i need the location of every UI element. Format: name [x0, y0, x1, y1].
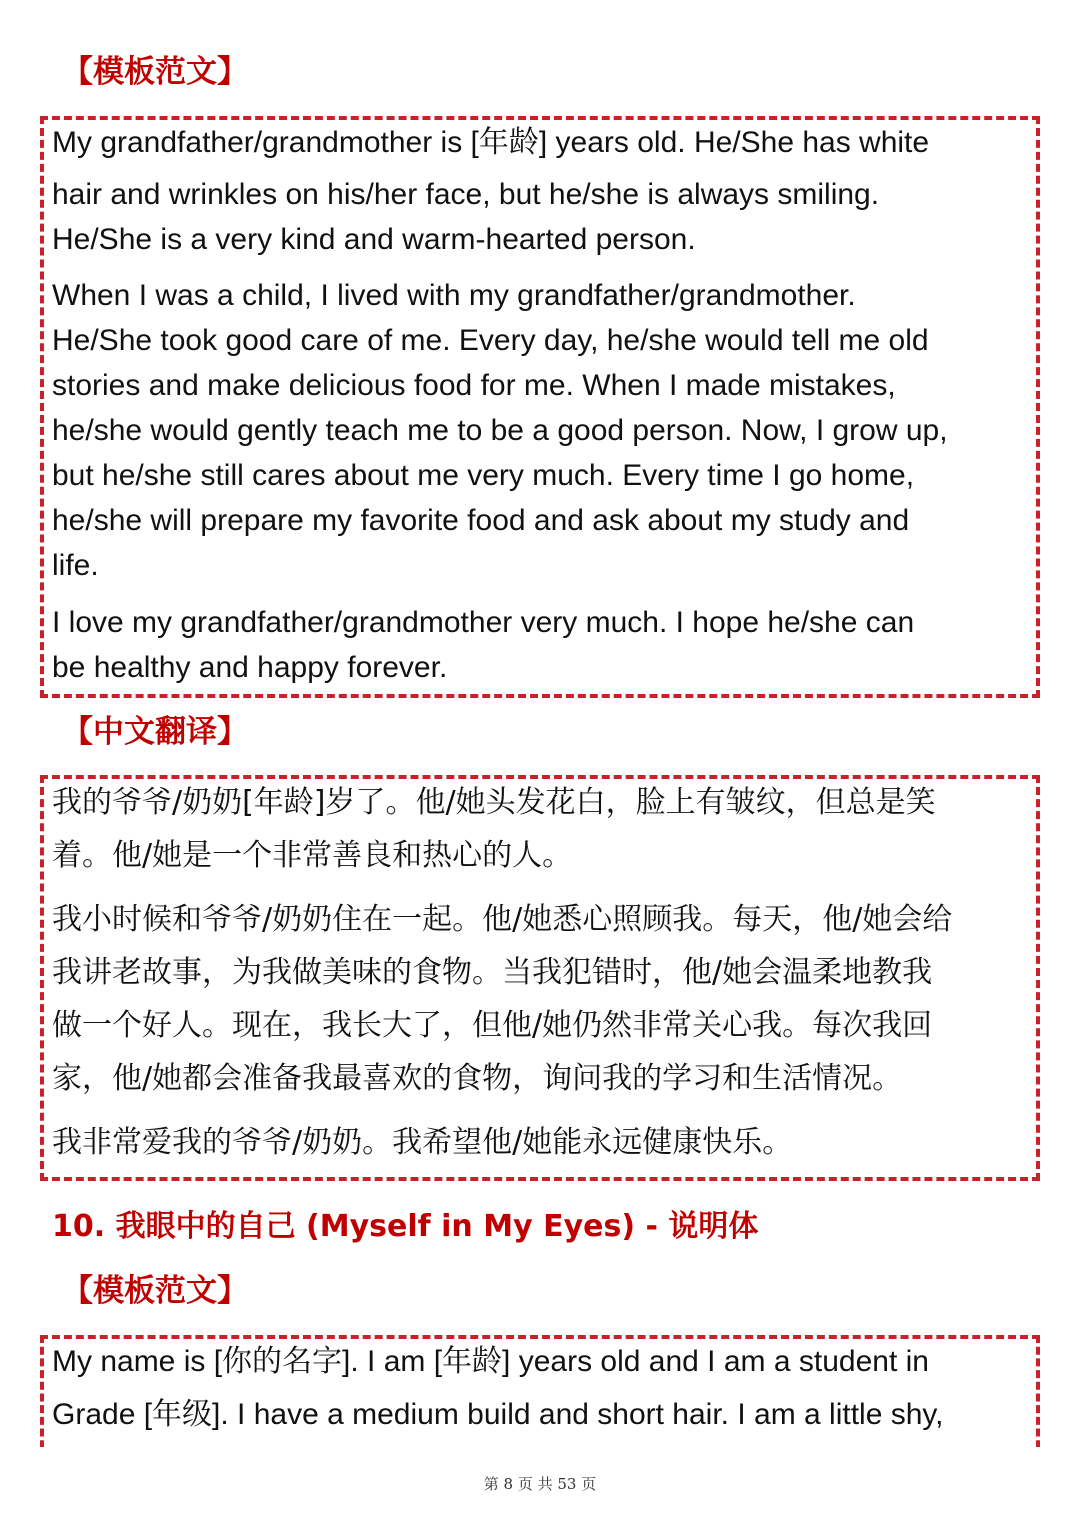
essay-paragraph-3 [52, 600, 1037, 690]
text-line: When I was a child, I lived with my grandfather/grandmother. [52, 279, 856, 312]
text-line: stories and make delicious food for me. When I made mistakes, [52, 369, 896, 402]
text-line: 我小时候和爷爷/奶奶住在一起。他/她悉心照顾我。每天，他/她会给 [52, 902, 953, 937]
essay-paragraph-1 [52, 1339, 1037, 1437]
text-line: 我讲老故事，为我做美味的食物。当我犯错时，他/她会温柔地教我 [52, 955, 933, 990]
template-heading: 【模板范文】 [62, 54, 248, 90]
essay-paragraph-1 [52, 120, 1037, 262]
text-line: 家，他/她都会准备我最喜欢的食物，询问我的学习和生活情况。 [52, 1061, 903, 1096]
text-line: but he/she still cares about me very much. Every time I go home, [52, 459, 915, 492]
text-line: He/She took good care of me. Every day, he/she would tell me old [52, 324, 929, 357]
template-heading-2: 【模板范文】 [62, 1273, 248, 1309]
page-number: 第 8 页 共 53 页 [483, 1475, 597, 1493]
translation-heading: 【中文翻译】 [62, 714, 248, 750]
text-line: I love my grandfather/grandmother very much. I hope he/she can [52, 606, 915, 639]
text-line: life. [52, 549, 99, 582]
text-line: he/she will prepare my favorite food and ask about my study and [52, 504, 910, 537]
text-line: 做一个好人。现在，我长大了，但他/她仍然非常关心我。每次我回 [52, 1008, 933, 1043]
text-line: My grandfather/grandmother is [年龄] years old. He/She has white [52, 126, 930, 159]
text-line: he/she would gently teach me to be a good person. Now, I grow up, [52, 414, 948, 447]
text-line: My name is [你的名字]. I am [年龄] years old and I am a student in [52, 1345, 929, 1378]
text-line: hair and wrinkles on his/her face, but he/she is always smiling. [52, 178, 880, 211]
text-line: 着。他/她是一个非常善良和热心的人。 [52, 838, 573, 873]
text-line: 我的爷爷/奶奶[年龄]岁了。他/她头发花白，脸上有皱纹，但总是笑 [52, 785, 936, 820]
text-line: be healthy and happy forever. [52, 651, 448, 684]
text-line: Grade [年级]. I have a medium build and short hair. I am a little shy, [52, 1398, 944, 1431]
translation-paragraph-1 [52, 776, 1037, 882]
text-line: 我非常爱我的爷爷/奶奶。我希望他/她能永远健康快乐。 [52, 1125, 793, 1160]
topic-title: 10. 我眼中的自己 (Myself in My Eyes) - 说明体 [52, 1209, 759, 1244]
translation-paragraph-3 [52, 1116, 1037, 1169]
translation-paragraph-2 [52, 893, 1037, 1105]
text-line: He/She is a very kind and warm-hearted person. [52, 223, 696, 256]
essay-paragraph-2 [52, 273, 1037, 588]
